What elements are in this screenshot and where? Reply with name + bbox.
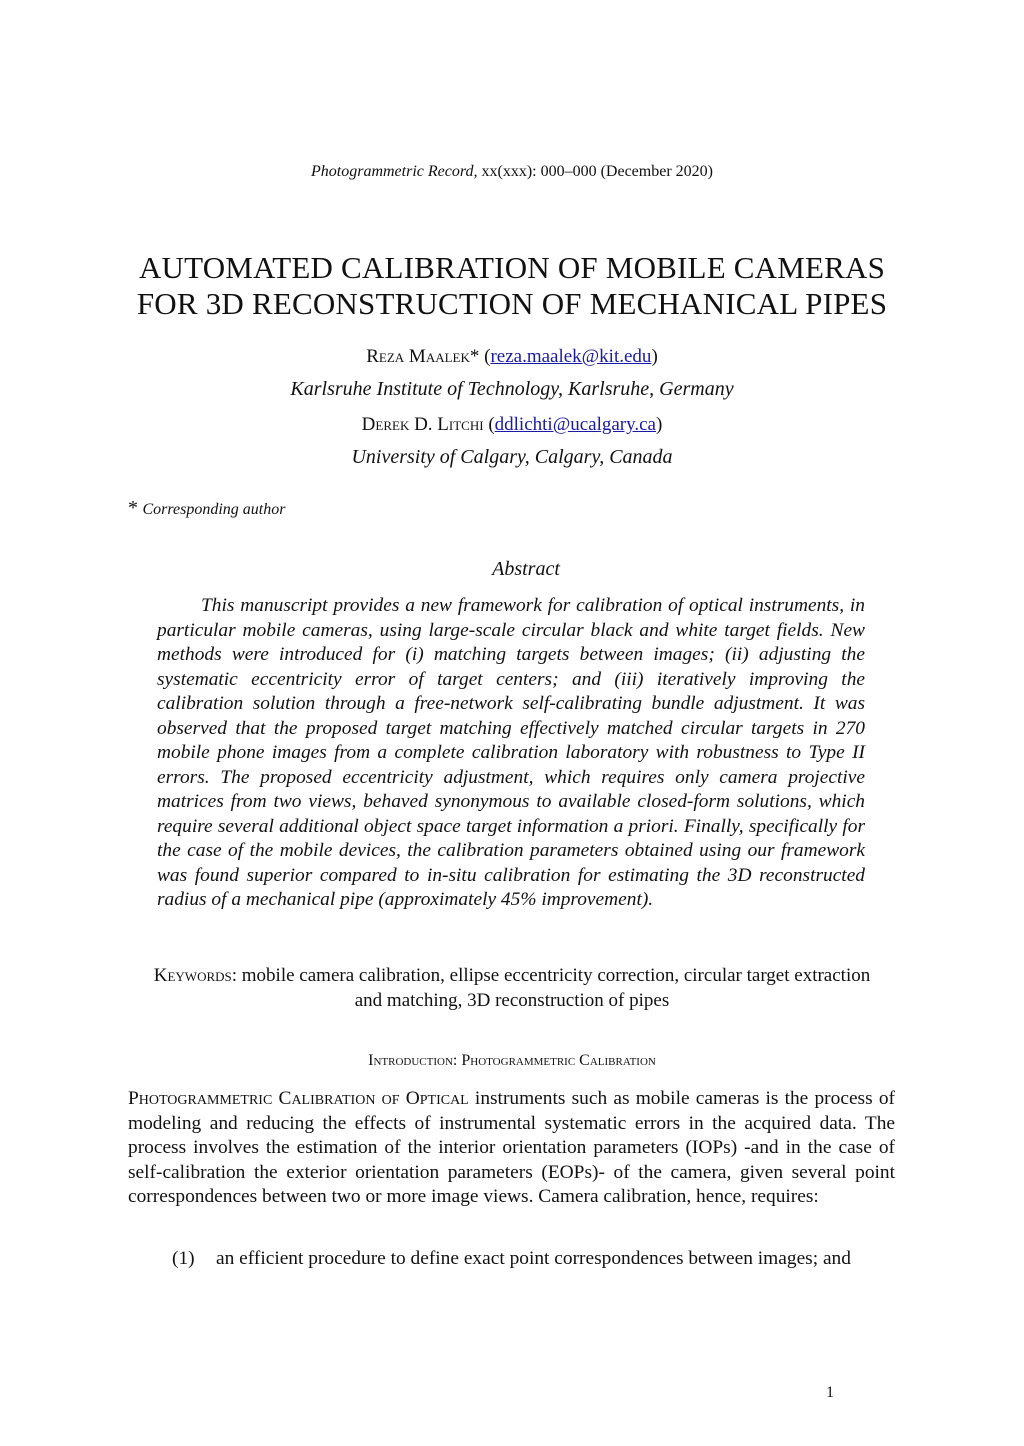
list-item-number: (1): [172, 1248, 195, 1269]
author-name: Derek D. Litchi: [361, 414, 484, 435]
author-affiliation-2: University of Calgary, Calgary, Canada: [351, 446, 673, 468]
body-text: instruments such as mobile cameras is the process of modeling and reducing the effects of instrumental systematic errors in the acquired data. The process involves the estimation of the interior orientation parameters (IOPs) -and in the case of self-calibration the exterior orientation parameters (EOPs)- of the camera, given several point correspondences between two or more image views. Camera calibration, hence, requires:: [128, 1088, 895, 1207]
author-email-link[interactable]: reza.maalek@kit.edu: [490, 346, 652, 367]
author-marker: (: [483, 414, 495, 435]
keywords-colon: :: [231, 965, 238, 986]
keywords-text: mobile camera calibration, ellipse eccentricity correction, circular target extraction and matching, 3D reconstruction of pipes: [237, 965, 871, 1011]
keywords-label: Keywords: [153, 965, 232, 986]
title-line-1: AUTOMATED CALIBRATION OF MOBILE CAMERAS: [138, 250, 886, 285]
author-email-link[interactable]: ddlichti@ucalgary.ca: [494, 414, 656, 435]
author-paren: ): [651, 346, 658, 367]
author-line-1: [0, 346, 1024, 368]
author-line-2: [0, 414, 1024, 436]
author-paren: ): [656, 414, 663, 435]
keywords: [140, 963, 884, 1013]
title-line-2: FOR 3D RECONSTRUCTION OF MECHANICAL PIPES: [136, 286, 888, 321]
journal-name: Photogrammetric Record,: [311, 163, 478, 180]
abstract-heading: Abstract: [492, 558, 560, 580]
section-heading-part: Photogrammetric Calibration: [461, 1052, 656, 1069]
abstract-text: This manuscript provides a new framework for calibration of optical instruments, in particular mobile cameras, using large-scale circular black and white target fields. New methods were introduced for (i) matching targets between images; (ii) adjusting the systematic eccentricity error of target centers; and (iii) iteratively improving the calibration solution through a free-network self-calibrating bundle adjustment. It was observed that the proposed target matching effectively matched circular targets in 270 mobile phone images from a complete calibration laboratory with robustness to Type II errors. The proposed eccentricity adjustment, which requires only camera projective matrices from two views, behaved synonymous to available closed-form solutions, which require several additional object space target information a priori. Finally, specifically for the case of the mobile devices, the calibration parameters obtained using our framework was found superior compared to in-situ calibration for estimating the 3D reconstructed radius of a mechanical pipe (approximately 45% improvement).: [157, 595, 865, 910]
running-header: [0, 163, 1024, 181]
section-heading-sep: :: [452, 1052, 462, 1069]
corresponding-author-note: [128, 497, 285, 520]
author-affiliation-1: Karlsruhe Institute of Technology, Karlsruhe, Germany: [290, 378, 734, 400]
body-paragraph: [128, 1087, 895, 1210]
page-number: 1: [826, 1384, 834, 1401]
issue-info: xx(xxx): 000–000 (December 2020): [477, 163, 713, 180]
list-item-text: an efficient procedure to define exact point correspondences between images; and: [216, 1248, 851, 1269]
corresponding-label: Corresponding author: [142, 501, 286, 518]
corresponding-star: *: [128, 497, 138, 519]
author-name: Reza Maalek: [366, 346, 470, 367]
section-heading: [0, 1052, 1024, 1070]
author-marker: * (: [469, 346, 491, 367]
section-heading-part: Introduction: [368, 1052, 453, 1069]
body-lead-in: Photogrammetric Calibration of Optical: [128, 1088, 469, 1109]
paper-title: [0, 250, 1024, 322]
